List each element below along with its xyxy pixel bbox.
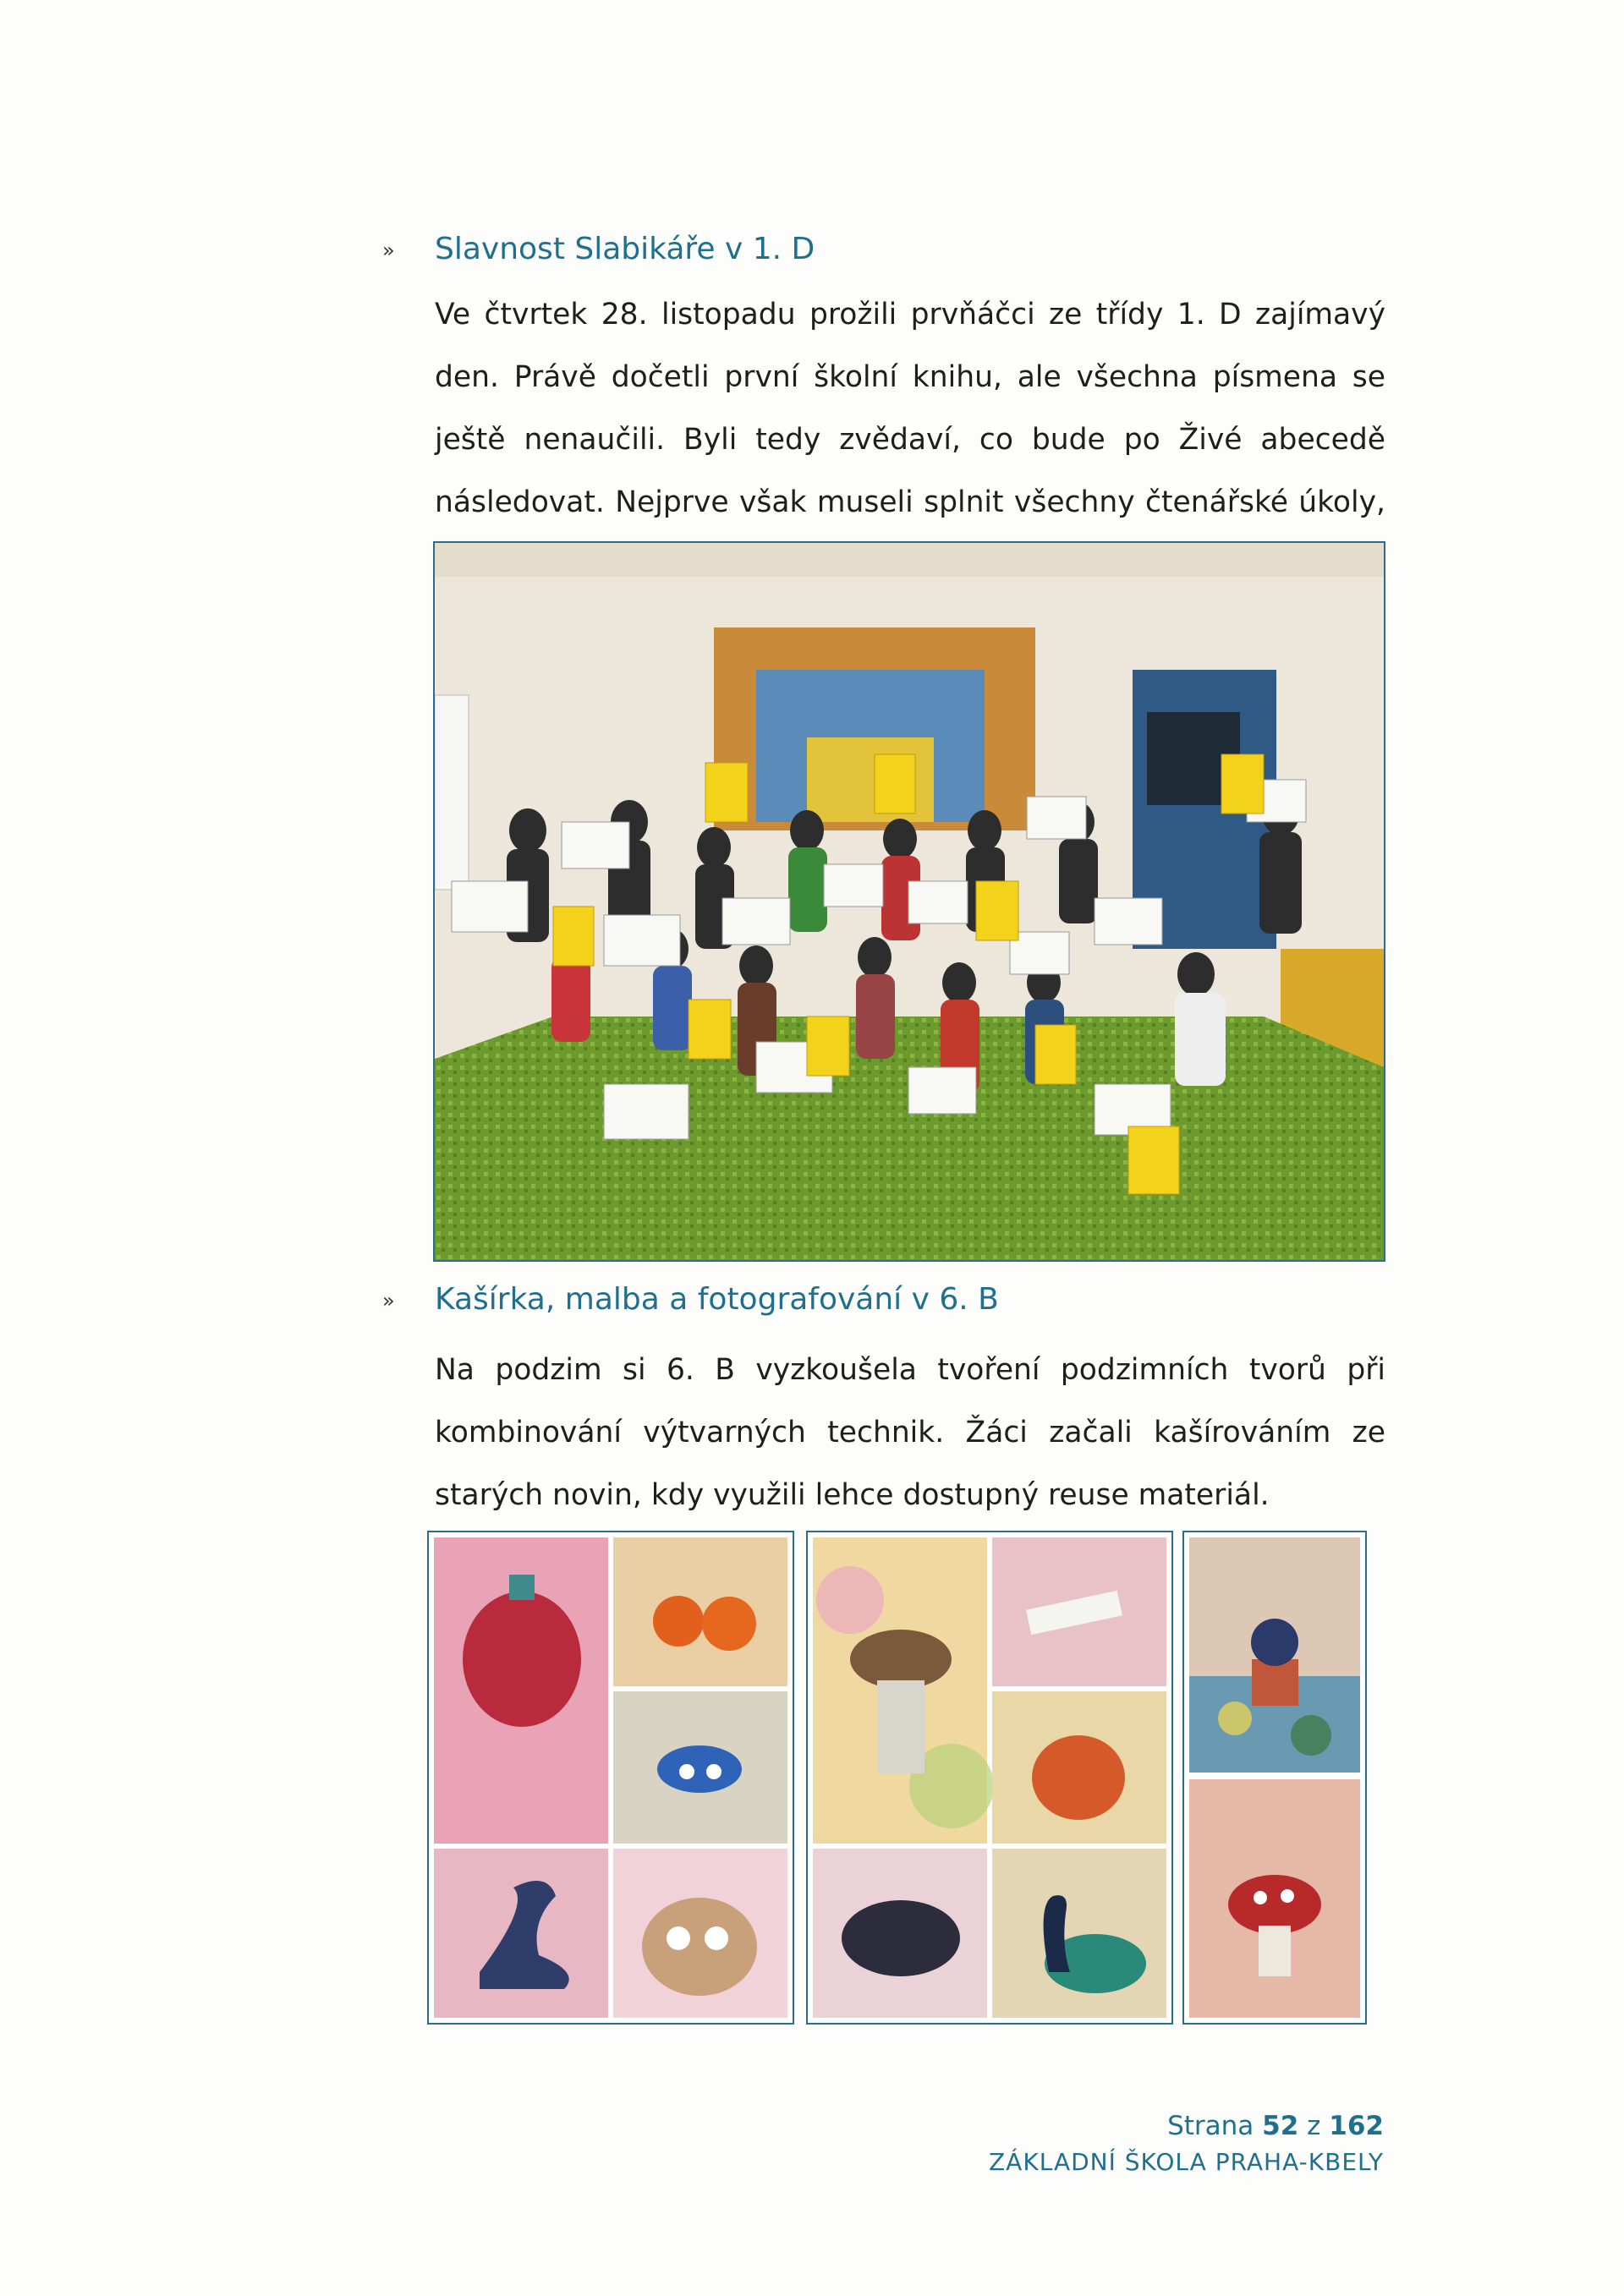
section-paragraph-1: Ve čtvrtek 28. listopadu prožili prvňáčci ze třídy 1. D zajímavý den. Právě dočetli první školní knihu, ale všechna písmena se ještě nenaučili. Byli tedy zvědaví, co bude po Živé abecedě následovat. Nejprve však museli splnit všechny čtenářské úkoly,	[435, 298, 1385, 519]
collage-photo-middle	[806, 1531, 1173, 2025]
section-paragraph-2: Na podzim si 6. B vyzkoušela tvoření podzimních tvorů při kombinování výtvarných technik. Žáci začali kašírováním ze starých novin, kdy využili lehce dostupný reuse materiál.	[435, 1353, 1385, 1512]
collage-photo-right	[1182, 1531, 1367, 2025]
page-separator: z	[1307, 2111, 1321, 2141]
section-title: Slavnost Slabikáře v 1. D	[435, 232, 815, 266]
collage-photo-left	[427, 1531, 794, 2025]
collage-middle-image	[808, 1532, 1171, 2023]
class-photo	[433, 541, 1385, 1262]
section-heading-1	[382, 232, 815, 266]
section-title: Kašírka, malba a fotografování v 6. B	[435, 1282, 999, 1317]
collage-right-image	[1184, 1532, 1365, 2023]
school-name: ZÁKLADNÍ ŠKOLA PRAHA-KBELY	[989, 2148, 1384, 2176]
page-prefix: Strana	[1167, 2111, 1254, 2141]
bullet-marker: »	[382, 1289, 395, 1312]
bullet-marker: »	[382, 238, 395, 262]
page-number	[1167, 2111, 1384, 2141]
class-photo-image	[435, 543, 1384, 1260]
section-heading-2	[382, 1282, 999, 1317]
page-current: 52	[1262, 2111, 1299, 2141]
collage-left-image	[429, 1532, 793, 2023]
page-total: 162	[1329, 2111, 1384, 2141]
